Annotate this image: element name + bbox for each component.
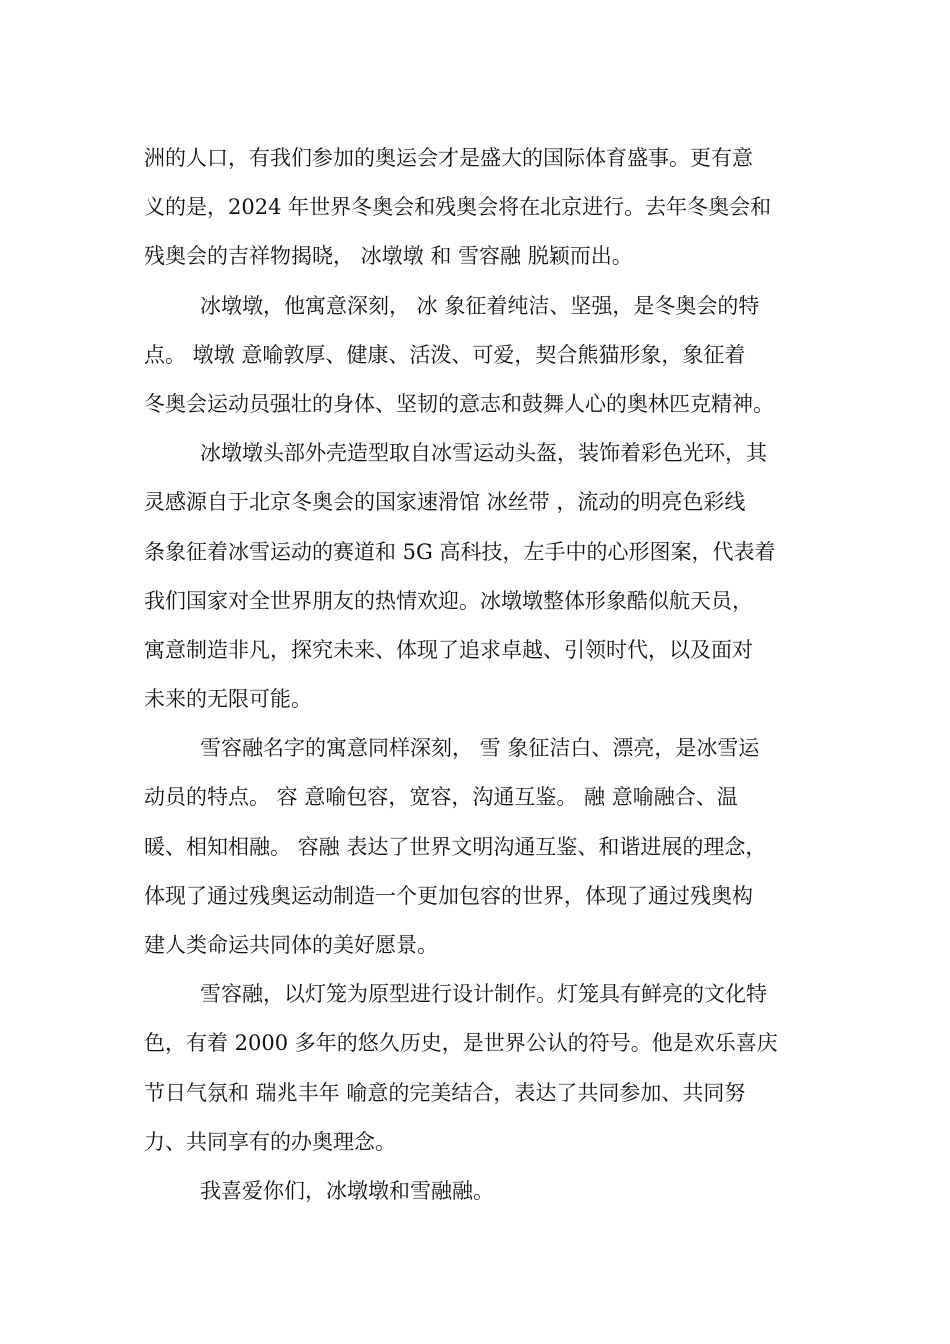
paragraph-5 bbox=[144, 970, 824, 1167]
paragraph-4 bbox=[144, 724, 824, 970]
paragraph-3 bbox=[144, 429, 824, 724]
paragraph-6 bbox=[144, 1167, 824, 1216]
text-line: 冬奥会运动员强壮的身体、坚韧的意志和鼓舞人心的奥林匹克精神。 bbox=[144, 391, 774, 416]
text-line: 雪容融名字的寓意同样深刻， 雪 象征洁白、漂亮，是冰雪运 bbox=[200, 736, 760, 761]
text-line: 动员的特点。 容 意喻包容，宽容，沟通互鉴。 融 意喻融合、温 bbox=[144, 785, 738, 810]
text-line: 暖、相知相融。 容融 表达了世界文明沟通互鉴、和谐进展的理念， bbox=[144, 834, 767, 859]
text-line: 残奥会的吉祥物揭晓， 冰墩墩 和 雪容融 脱颖而出。 bbox=[144, 244, 633, 269]
text-line: 寓意制造非凡，探究未来、体现了追求卓越、引领时代，以及面对 bbox=[144, 637, 753, 662]
text-line: 建人类命运共同体的美好愿景。 bbox=[144, 933, 438, 957]
paragraph-2 bbox=[144, 282, 824, 430]
text-line: 条象征着冰雪运动的赛道和 5G 高科技，左手中的心形图案，代表着 bbox=[144, 539, 776, 564]
text-line: 灵感源自于北京冬奥会的国家速滑馆 冰丝带 ，流动的明亮色彩线 bbox=[144, 490, 746, 515]
text-line: 未来的无限可能。 bbox=[144, 687, 312, 712]
document-body bbox=[144, 134, 824, 1216]
text-line: 点。 墩墩 意喻敦厚、健康、活泼、可爱，契合熊猫形象，象征着 bbox=[144, 342, 746, 367]
text-line: 我喜爱你们，冰墩墩和雪融融。 bbox=[200, 1178, 494, 1203]
text-line: 色，有着 2000 多年的悠久历史，是世界公认的符号。他是欢乐喜庆 bbox=[144, 1031, 778, 1056]
text-line: 洲的人口，有我们参加的奥运会才是盛大的国际体育盛事。更有意 bbox=[144, 146, 753, 170]
text-line: 体现了通过残奥运动制造一个更加包容的世界，体现了通过残奥构 bbox=[144, 883, 753, 908]
text-line: 义的是，2024 年世界冬奥会和残奥会将在北京进行。去年冬奥会和 bbox=[144, 195, 772, 220]
text-line: 冰墩墩头部外壳造型取自冰雪运动头盔，装饰着彩色光环，其 bbox=[200, 441, 767, 466]
text-line: 冰墩墩，他寓意深刻， 冰 象征着纯洁、坚强，是冬奥会的特 bbox=[200, 293, 760, 318]
text-line: 力、共同享有的办奥理念。 bbox=[144, 1129, 396, 1154]
paragraph-1 bbox=[144, 134, 824, 282]
text-line: 节日气氛和 瑞兆丰年 喻意的完美结合，表达了共同参加、共同努 bbox=[144, 1080, 746, 1105]
text-line: 我们国家对全世界朋友的热情欢迎。冰墩墩整体形象酷似航天员， bbox=[144, 588, 753, 613]
text-line: 雪容融，以灯笼为原型进行设计制作。灯笼具有鲜亮的文化特 bbox=[200, 982, 767, 1007]
